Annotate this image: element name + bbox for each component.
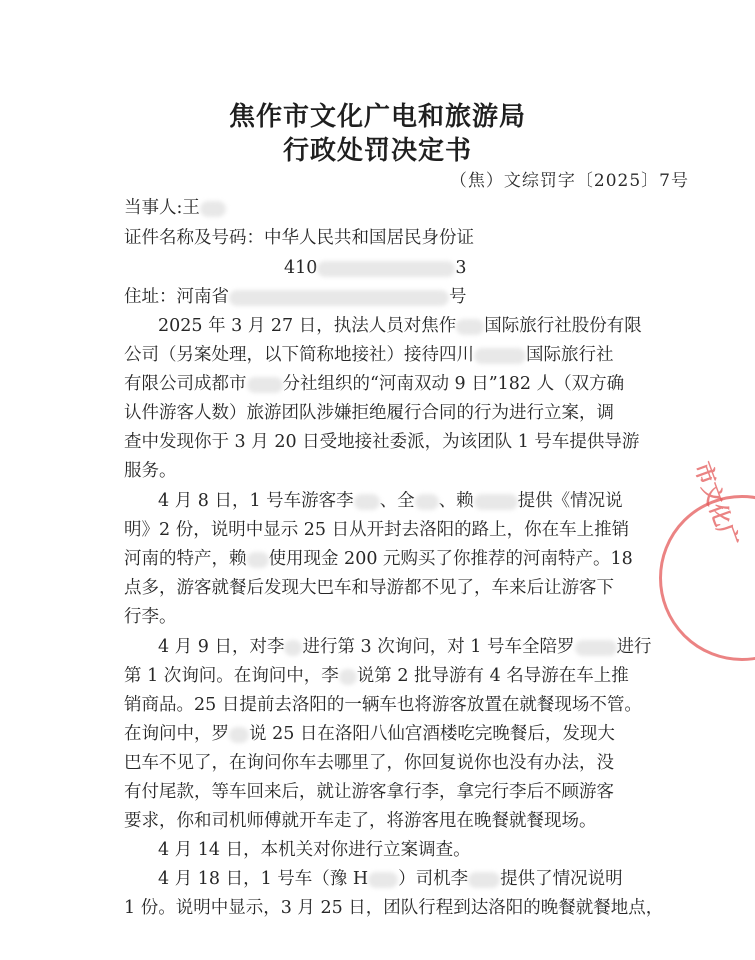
text-segment: 提供《情况说 (517, 491, 623, 511)
para5-line2: 1 份。说明中显示，3 月 25 日，团队行程到达洛阳的晚餐就餐地点， (124, 898, 664, 918)
para3-line2 (124, 664, 629, 688)
redaction (468, 872, 500, 888)
redaction (415, 494, 439, 510)
text-segment: 、全 (379, 491, 415, 511)
redaction (456, 319, 484, 335)
para4-line1: 4 月 14 日，本机关对你进行立案调查。 (158, 840, 471, 860)
text-segment: 有限公司成都市 (124, 374, 247, 394)
para2-line5: 行李。 (124, 607, 177, 627)
text-segment: ）司机李 (398, 869, 469, 889)
para2-line2: 明》2 份，说明中显示 25 日从开封去洛阳的路上，你在车上推销 (124, 520, 630, 540)
para1-line6: 服务。 (124, 461, 177, 481)
text-segment: 公司（另案处理，以下简称地接社）接待四川 (124, 345, 474, 365)
id-prefix: 410 (284, 258, 318, 278)
text-segment: 、赖 (438, 491, 474, 511)
address-label: 住址：河南省 (124, 287, 229, 307)
party-name-line (124, 196, 226, 220)
id-number-line (284, 256, 467, 280)
para3-line6: 有付尾款，等车回来后，就让游客拿行李，拿完行李后不顾游客 (124, 782, 614, 802)
para1-line4: 认件游客人数）旅游团队涉嫌拒绝履行合同的行为进行立案，调 (124, 403, 614, 423)
para1-line2 (124, 343, 614, 367)
para3-line1 (158, 635, 652, 659)
text-segment: 在询问中，罗 (124, 724, 229, 744)
redaction (317, 261, 455, 277)
redaction (474, 348, 526, 364)
text-segment: 说第 2 批导游有 4 名导游在车上推 (356, 666, 629, 686)
redaction (284, 640, 302, 656)
redaction (229, 290, 449, 306)
text-segment: 第 1 次询问。在询问中，李 (124, 666, 339, 686)
text-segment: 国际旅行社股份有限 (484, 316, 642, 336)
redaction (354, 494, 380, 510)
redaction (339, 669, 357, 685)
official-seal-text: 市文化广 (688, 458, 744, 551)
para1-line3 (124, 372, 624, 396)
redaction (200, 201, 226, 217)
text-segment: 提供了情况说明 (500, 869, 623, 889)
redaction (247, 377, 283, 393)
redaction (247, 552, 269, 568)
para2-line1 (158, 489, 623, 513)
text-segment: 分社组织的“河南双动 9 日”182 人（双方确 (282, 374, 625, 394)
para3-line5: 巴车不见了，在询问你车去哪里了，你回复说你也没有办法，没 (124, 753, 614, 773)
text-segment: 国际旅行社 (526, 345, 614, 365)
text-segment: 进行 (616, 637, 652, 657)
para3-line3: 销商品。25 日提前去洛阳的一辆车也将游客放置在就餐现场不管。 (124, 695, 642, 715)
text-segment: 4 月 8 日，1 号车游客李 (158, 491, 354, 511)
text-segment: 河南的特产，赖 (124, 549, 247, 569)
document-number: （焦）文综罚字〔2025〕7号 (449, 171, 689, 191)
text-segment: 4 月 9 日，对李 (158, 637, 285, 657)
para5-line1 (158, 867, 623, 891)
text-segment: 2025 年 3 月 27 日，执法人员对焦作 (158, 316, 457, 336)
redaction (575, 640, 617, 656)
redaction (368, 872, 398, 888)
address-suffix: 号 (449, 287, 467, 307)
text-segment: 进行第 3 次询问，对 1 号车全陪罗 (302, 637, 575, 657)
para1-line5: 查中发现你于 3 月 20 日受地接社委派，为该团队 1 号车提供导游 (124, 432, 640, 452)
address-line (124, 285, 467, 309)
redaction (474, 494, 518, 510)
text-segment: 使用现金 200 元购买了你推荐的河南特产。18 (268, 549, 633, 569)
party-name-label: 当事人:王 (124, 198, 200, 218)
para3-line7: 要求，你和司机师傅就开车走了，将游客甩在晚餐就餐现场。 (124, 811, 597, 831)
para2-line4: 点多，游客就餐后发现大巴车和导游都不见了，车来后让游客下 (124, 578, 614, 598)
para2-line3 (124, 547, 633, 571)
id-label-line: 证件名称及号码：中华人民共和国居民身份证 (124, 228, 474, 248)
issuer-title: 焦作市文化广电和旅游局 (228, 102, 526, 132)
text-segment: 说 25 日在洛阳八仙宫酒楼吃完晚餐后，发现大 (249, 724, 615, 744)
text-segment: 4 月 18 日，1 号车（豫 H (158, 869, 369, 889)
para1-line1 (158, 314, 642, 338)
para3-line4 (124, 722, 615, 746)
redaction (229, 727, 249, 743)
id-suffix: 3 (455, 258, 467, 278)
document-title: 行政处罚决定书 (282, 136, 472, 166)
